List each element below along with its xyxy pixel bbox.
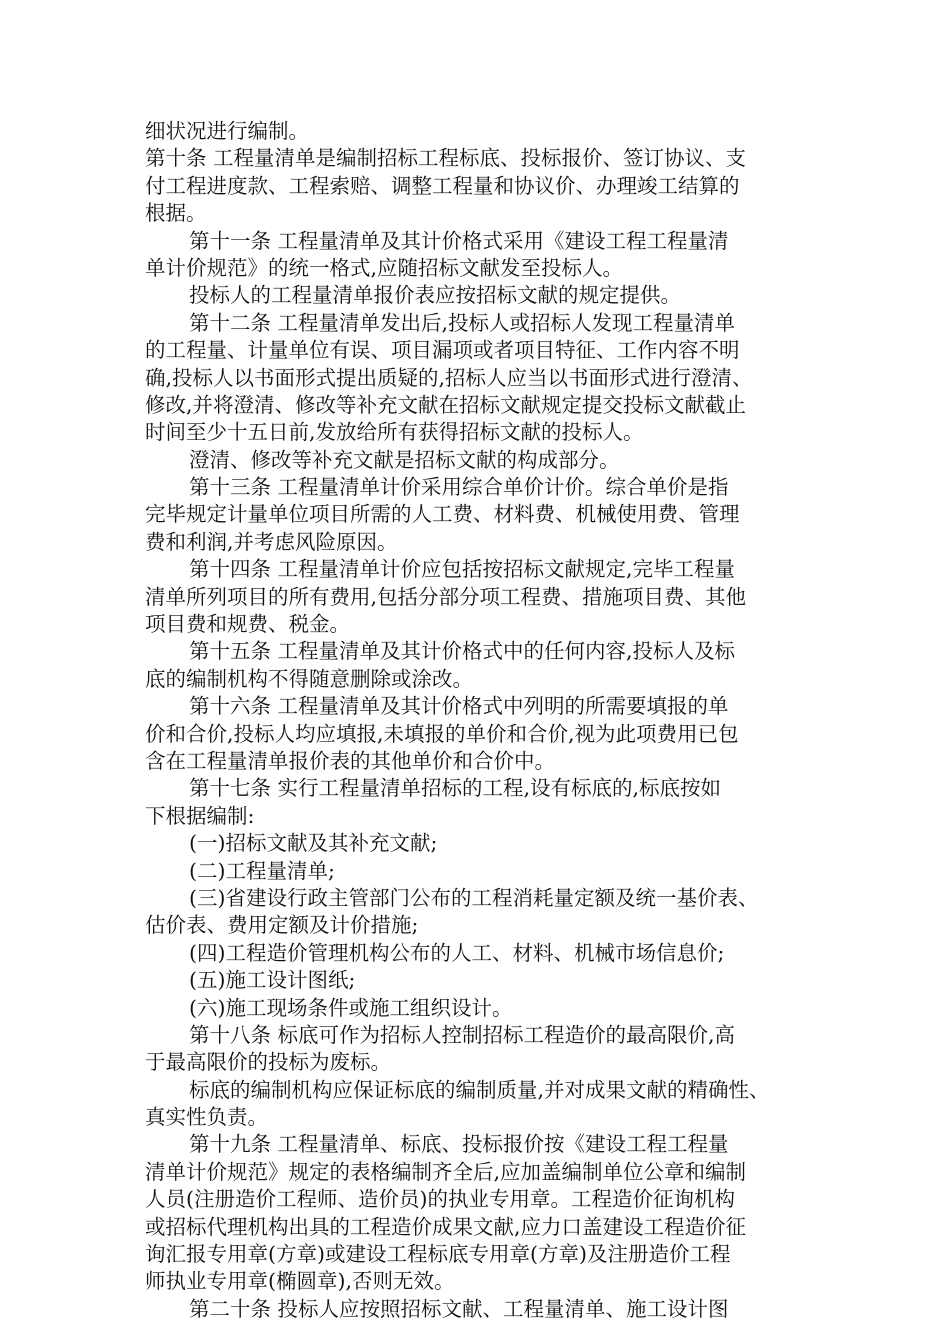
text-line: 第十条 工程量清单是编制招标工程标底、投标报价、签订协议、支 [145,146,747,171]
text-line: 第十九条 工程量清单、标底、投标报价按《建设工程工程量 [189,1132,729,1157]
text-line: 确,投标人以书面形式提出质疑的,招标人应当以书面形式进行澄清、 [145,365,753,390]
text-line: 投标人的工程量清单报价表应按招标文献的规定提供。 [189,283,681,308]
text-line: 真实性负责。 [145,1105,268,1130]
text-line: 或招标代理机构出具的工程造价成果文献,应力口盖建设工程造价征 [145,1214,747,1239]
text-line: 第十一条 工程量清单及其计价格式采用《建设工程工程量清 [189,228,729,253]
text-line: 第十三条 工程量清单计价采用综合单价计价。综合单价是指 [189,475,729,500]
text-line: 时间至少十五日前,发放给所有获得招标文献的投标人。 [145,420,644,445]
text-line: 清单所列项目的所有费用,包括分部分项工程费、措施项目费、其他 [145,584,747,609]
text-line: 第十八条 标底可作为招标人控制招标工程造价的最高限价,高 [189,1022,736,1047]
text-line: (二)工程量清单; [189,858,335,883]
text-line: (三)省建设行政主管部门公布的工程消耗量定额及统一基价表、 [189,885,759,910]
text-line: 标底的编制机构应保证标底的编制质量,并对成果文献的精确性、 [189,1077,770,1102]
text-line: 项目费和规费、税金。 [145,612,350,637]
text-line: 底的编制机构不得随意删除或涂改。 [145,666,473,691]
text-line: 根据。 [145,201,207,226]
text-line: 第十五条 工程量清单及其计价格式中的任何内容,投标人及标 [189,639,736,664]
text-line: 下根据编制: [145,803,255,828]
text-line: 于最高限价的投标为废标。 [145,1050,391,1075]
text-line: 人员(注册造价工程师、造价员)的执业专用章。工程造价征询机构 [145,1187,735,1212]
text-line: 第十四条 工程量清单计价应包括按招标文献规定,完毕工程量 [189,557,736,582]
document-page [145,118,825,1323]
text-line: 修改,并将澄清、修改等补充文献在招标文献规定提交投标文献截止 [145,392,747,417]
text-line: 的工程量、计量单位有误、项目漏项或者项目特征、工作内容不明 [145,338,740,363]
text-line: 完毕规定计量单位项目所需的人工费、材料费、机械使用费、管理 [145,502,740,527]
text-line: 第二十条 投标人应按照招标文献、工程量清单、施工设计图 [189,1296,729,1321]
text-line: 清单计价规范》规定的表格编制齐全后,应加盖编制单位公章和编制 [145,1159,747,1184]
text-line: 价和合价,投标人均应填报,未填报的单价和合价,视为此项费用已包 [145,721,739,746]
text-line: 询汇报专用章(方章)或建设工程标底专用章(方章)及注册造价工程 [145,1242,731,1267]
text-line: (六)施工现场条件或施工组织设计。 [189,995,513,1020]
text-line: (五)施工设计图纸; [189,968,356,993]
text-line: 费和利润,并考虑风险原因。 [145,529,398,554]
text-line: (四)工程造价管理机构公布的人工、材料、机械市场信息价; [189,940,725,965]
text-line: 付工程进度款、工程索赔、调整工程量和协议价、办理竣工结算的 [145,173,740,198]
text-line: 澄清、修改等补充文献是招标文献的构成部分。 [189,447,620,472]
text-line: 第十二条 工程量清单发出后,投标人或招标人发现工程量清单 [189,310,736,335]
text-line: 第十七条 实行工程量清单招标的工程,设有标底的,标底按如 [189,776,722,801]
text-line: 含在工程量清单报价表的其他单价和合价中。 [145,748,555,773]
text-line: (一)招标文献及其补充文献; [189,831,438,856]
text-line: 第十六条 工程量清单及其计价格式中列明的所需要填报的单 [189,694,729,719]
text-line: 细状况进行编制。 [145,119,309,143]
text-line: 师执业专用章(椭圆章),否则无效。 [145,1269,455,1294]
text-line: 单计价规范》的统一格式,应随招标文献发至投标人。 [145,255,624,280]
text-line: 估价表、费用定额及计价措施; [145,913,419,938]
